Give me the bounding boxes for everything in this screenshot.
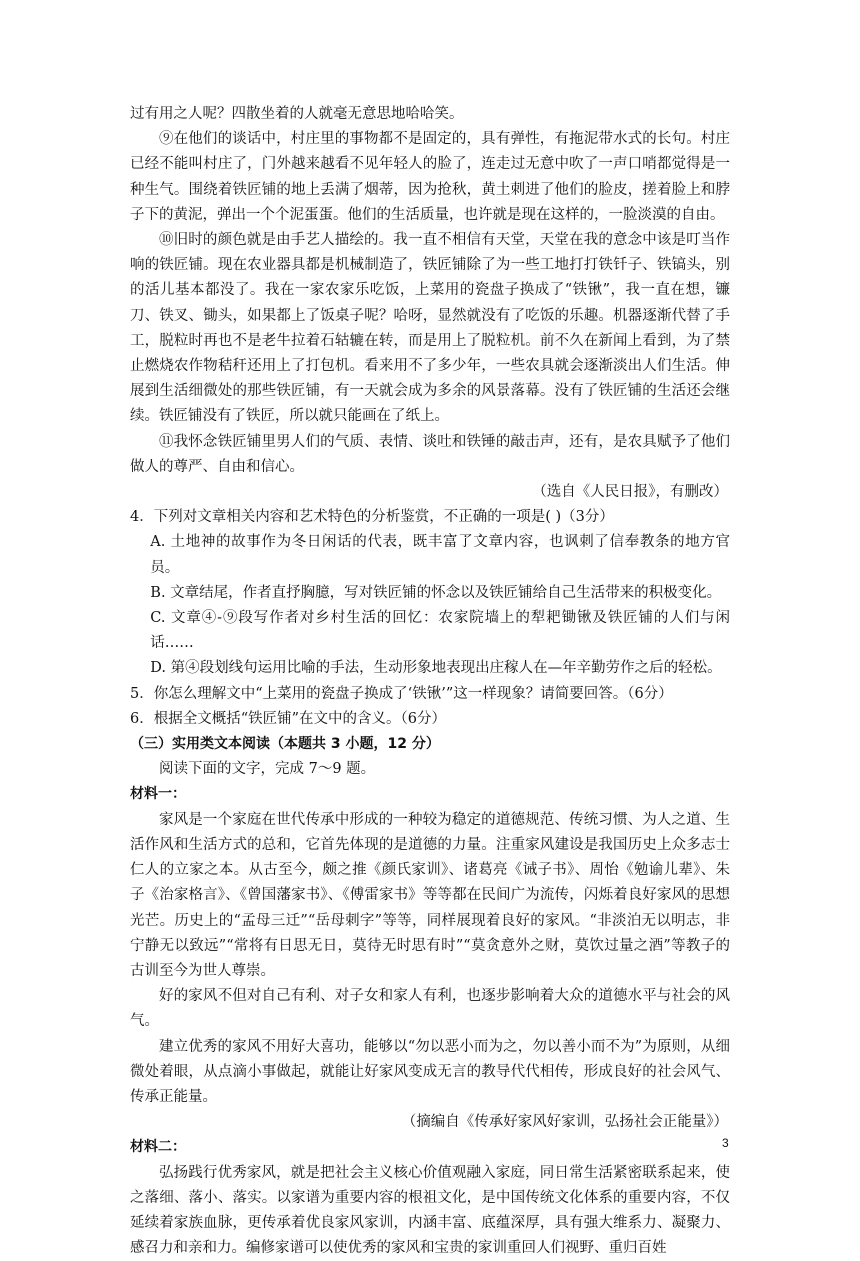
question-6: 6．根据全文概括“铁匠铺”在文中的含义。（6分） — [130, 710, 447, 727]
paragraph-continuation: 过有用之人呢？四散坐着的人就毫无意思地哈哈笑。 — [130, 106, 464, 122]
question-4-stem: 4．下列对文章相关内容和艺术特色的分析鉴赏， — [130, 509, 444, 526]
paragraph-10: ⑩旧时的颜色就是由手艺人描绘的。我一直不相信有天堂，天堂在我的意念中该是叮当作响的铁匠铺。现在农业器具都是机械制造了，铁匠铺除了为一些工地打打铁钎子、铁镐头，别的活儿基本都没了。我在一家农家乐吃饭，上菜用的瓷盘子换成了“铁锹”，我一直在想，镰刀、铁叉、锄头，如果都上了饭桌子呢？哈呀，显然就没有了吃饭的乐趣。机器逐渐代替了手工，脱粒时再也不是老牛拉着石轱辘在转，而是用上了脱粒机。前不久在新闻上看到，为了禁止燃烧农作物秸秆还用上了打包机。看来用不了多少年，一些农具就会逐渐淡出人们生活。伸展到生活细微处的那些铁匠铺，有一天就会成为多余的风景落幕。没有了铁匠铺的生活还会继续。铁匠铺没有了铁匠，所以就只能画在了纸上。 — [130, 232, 730, 425]
question-5: 5．你怎么理解文中“上菜用的瓷盘子换成了‘铁锹’”这一样现象？请简要回答。（6分） — [130, 685, 673, 702]
material-1-title: 材料一： — [130, 786, 186, 803]
material-2-title: 材料二： — [130, 1139, 186, 1156]
paragraph-9: ⑨在他们的谈话中，村庄里的事物都不是固定的，具有弹性，有拖泥带水式的长句。村庄已经不能叫村庄了，门外越来越看不见年轻人的脸了，连走过无意中吹了一声口哨都觉得是一种生气。围绕着铁匠铺的地上丢满了烟蒂，因为抢秋，黄土刺进了他们的脸皮，搓着脸上和脖子下的黄泥，弹出一个个泥蛋蛋。他们的生活质量，也许就是现在这样的，一脸淡漠的自由。 — [130, 131, 730, 223]
section-instruction: 阅读下面的文字，完成 7～9 题。 — [159, 761, 376, 778]
page-content — [130, 102, 730, 1261]
page-number: 3 — [722, 1136, 729, 1150]
material-1-paragraph-2: 好的家风不但对自己有利、对子女和家人有利，也逐步影响着大众的道德水平与社会的风气。 — [130, 988, 730, 1030]
emphasis-mark: 不 — [443, 509, 459, 526]
source-citation: （选自《人民日报》，有删改） — [532, 484, 728, 501]
material-2-paragraph-1: 弘扬践行优秀家风，就是把社会主义核心价值观融入家庭，同日常生活紧密联系起来，使之落细、落小、落实。以家谱为重要内容的根祖文化，是中国传统文化体系的重要内容，不仅延续着家族血脉，更传承着优良家风家训，内涵丰富、底蕴深厚，具有强大维系力、凝聚力、感召力和亲和力。编修家谱可以使优秀的家风和宝贵的家训重回人们视野、重归百姓 — [130, 1164, 730, 1257]
material-1-paragraph-1: 家风是一个家庭在世代传承中形成的一种较为稳定的道德规范、传统习惯、为人之道、生活作风和生活方式的总和，它首先体现的是道德的力量。注重家风建设是我国历史上众多志士仁人的立家之本。从古至今，颇之推《颜氏家训》、诸葛亮《诫子书》、周怡《勉谕儿辈》、朱子《治家格言》、《曾国藩家书》、《傅雷家书》等等都在民间广为流传，闪烁着良好家风的思想光芒。历史上的“孟母三迁”“岳母刺字”等等，同样展现着良好的家风。“非淡泊无以明志，非宁静无以致远”“常将有日思无日，莫待无时思有时”“莫贪意外之财，莫饮过量之酒”等教子的古训至今为世人尊崇。 — [130, 811, 730, 979]
option-b: B. 文章结尾，作者直抒胸臆，写对铁匠铺的怀念以及铁匠铺给自己生活带来的积极变化。 — [150, 584, 722, 601]
material-1-source: （摘编自《传承好家风好家训，弘扬社会正能量》） — [401, 1114, 728, 1131]
option-c: C. 文章④-⑨段写作者对乡村生活的回忆：农家院墙上的犁耙锄锹及铁匠铺的人们与闲话…… — [150, 610, 730, 652]
question-4 — [130, 505, 730, 530]
option-d: D. 第④段划线句运用比喻的手法，生动形象地表现出庄稼人在—年辛勤劳作之后的轻松。 — [150, 660, 722, 677]
section-heading: （三）实用类文本阅读（本题共 3 小题，12 分） — [130, 736, 440, 753]
emphasis-mark: 确 — [472, 509, 488, 526]
material-1-paragraph-3: 建立优秀的家风不用好大喜功，能够以“勿以恶小而为之，勿以善小而不为”为原则，从细微处着眼，从点滴小事做起，就能让好家风变成无言的教导代代相传，形成良好的社会风气、传承正能量。 — [130, 1038, 730, 1105]
paragraph-11: ⑪我怀念铁匠铺里男人们的气质、表情、谈吐和铁锤的敲击声，还有，是农具赋予了他们做人的尊严、自由和信心。 — [130, 433, 730, 475]
option-a: A. 土地神的故事作为冬日闲话的代表，既丰富了文章内容，也讽刺了信奉教条的地方官员。 — [150, 534, 730, 576]
question-4-tail: 的一项是( )（3分） — [487, 509, 614, 526]
emphasis-mark: 正 — [458, 509, 473, 526]
